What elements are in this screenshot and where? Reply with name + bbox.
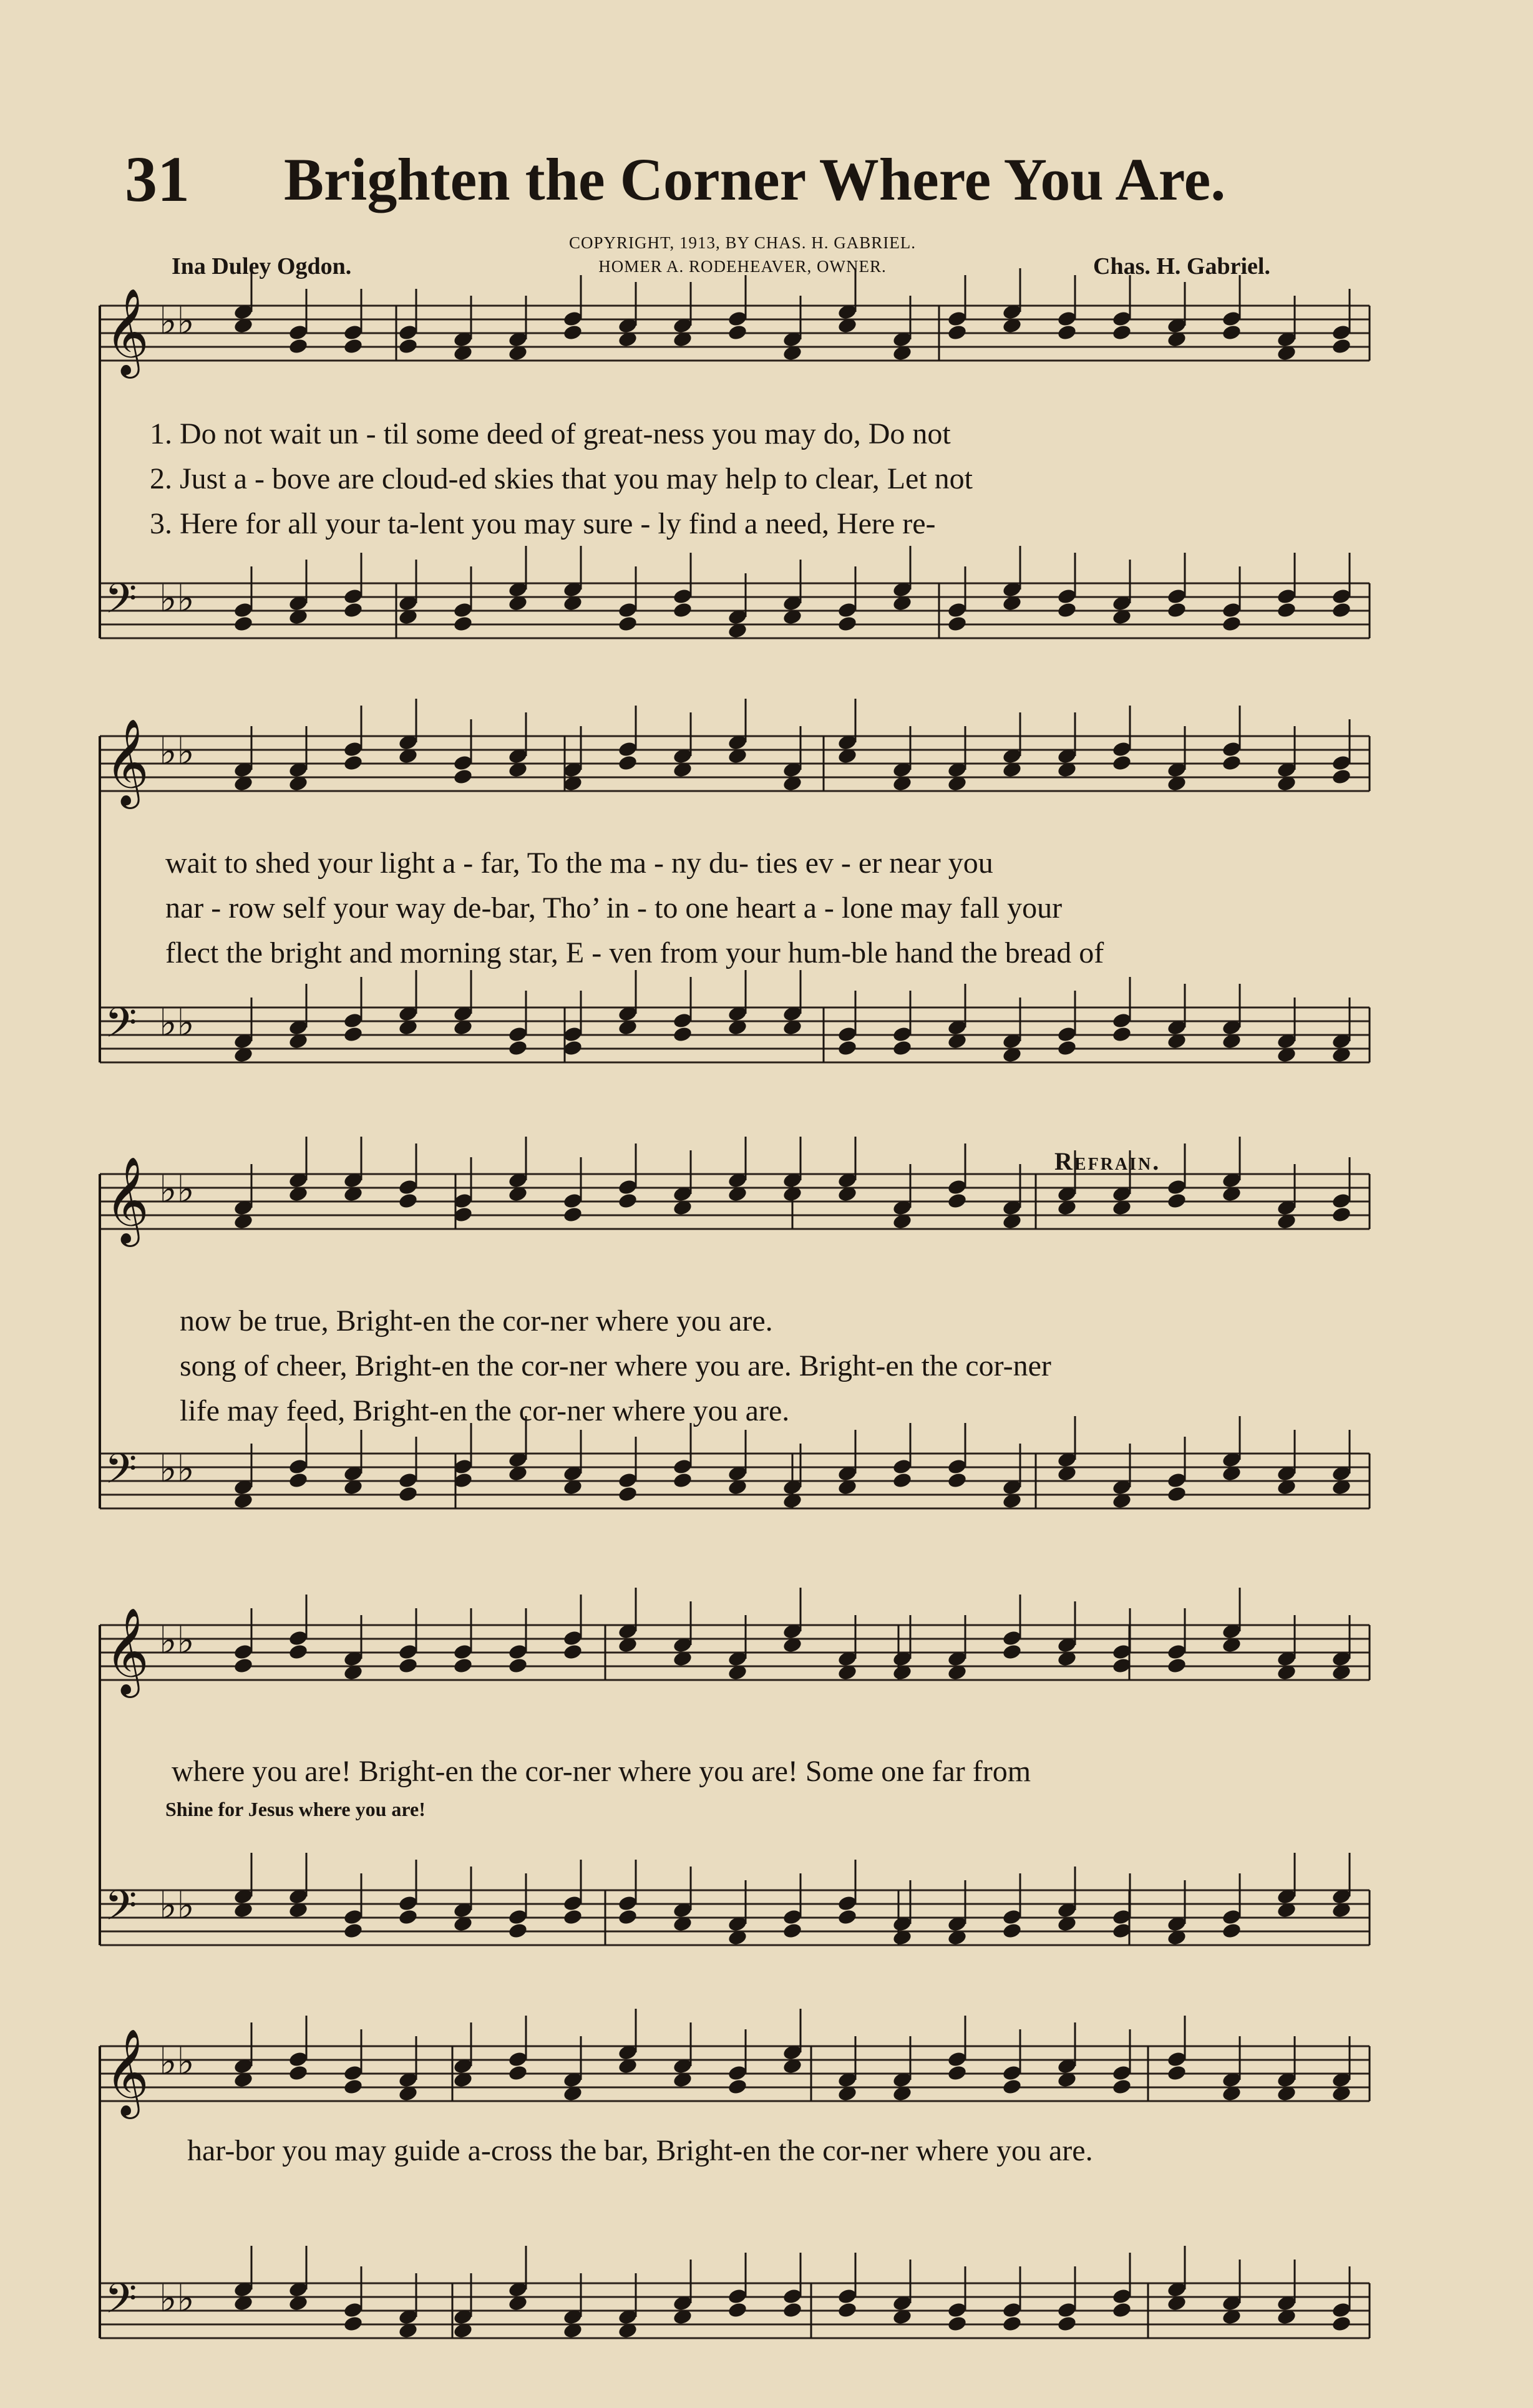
- key-signature-flat-icon: ♭♭: [159, 2040, 195, 2084]
- note-head: [507, 2064, 528, 2082]
- note-head: [782, 2301, 802, 2319]
- key-signature-flat-icon: ♭♭: [159, 1168, 195, 1211]
- note-head: [1001, 2315, 1022, 2333]
- note-head: [1166, 2064, 1187, 2082]
- note-head: [1111, 754, 1132, 772]
- note-head: [892, 1472, 912, 1489]
- copyright-line-1: COPYRIGHT, 1913, BY CHAS. H. GABRIEL.: [568, 233, 917, 252]
- note-head: [672, 1472, 693, 1489]
- note-head: [1221, 1922, 1242, 1940]
- note-head: [1331, 601, 1351, 619]
- music-system-5: [0, 2029, 1533, 2408]
- key-signature-flat-icon: ♭♭: [159, 577, 195, 621]
- note-head: [1001, 2078, 1022, 2095]
- staff-graphics: [100, 699, 1370, 1064]
- note-head: [1221, 615, 1242, 633]
- bass-clef-icon: 𝄢: [105, 2274, 137, 2333]
- lyric-refrain-line-2: har-bor you may guide a-cross the bar, Bright-en the cor-ner where you are.: [187, 2134, 1093, 2167]
- note-head: [1111, 2078, 1132, 2095]
- note-head: [288, 2064, 308, 2082]
- note-head: [343, 337, 363, 355]
- key-signature-flat-icon: ♭♭: [159, 730, 195, 774]
- lyric-verse-1-line-3: now be true, Bright-en the cor-ner where you are.: [180, 1304, 773, 1338]
- note-head: [452, 768, 473, 785]
- note-head: [507, 1657, 528, 1674]
- note-head: [947, 615, 967, 633]
- staff-graphics: [100, 2009, 1370, 2339]
- note-head: [1001, 1643, 1022, 1661]
- note-head: [727, 2078, 747, 2095]
- key-signature-flat-icon: ♭♭: [159, 1001, 195, 1045]
- lyric-verse-3-line-2: flect the bright and morning star, E - ven from your hum-ble hand the bread of: [165, 936, 1104, 969]
- bass-clef-icon: 𝄢: [105, 575, 137, 633]
- note-head: [617, 1908, 638, 1926]
- note-head: [947, 2315, 967, 2333]
- note-head: [782, 1922, 802, 1940]
- note-head: [1166, 1657, 1187, 1674]
- key-signature-flat-icon: ♭♭: [159, 299, 195, 343]
- treble-clef-icon: 𝄞: [105, 2029, 149, 2115]
- lyric-verse-2-line-1: 2. Just a - bove are cloud-ed skies that you may help to clear, Let not: [150, 462, 973, 495]
- note-head: [1331, 2315, 1351, 2333]
- note-head: [1056, 601, 1077, 619]
- note-head: [562, 1908, 583, 1926]
- lyric-refrain-line-1: where you are! Bright-en the cor-ner where you are! Some one far from: [172, 1755, 1031, 1788]
- note-head: [837, 615, 857, 633]
- note-head: [288, 1643, 308, 1661]
- note-head: [617, 1192, 638, 1210]
- note-head: [947, 1472, 967, 1489]
- note-head: [1331, 337, 1351, 355]
- note-head: [343, 2315, 363, 2333]
- note-head: [947, 1192, 967, 1210]
- lyric-verse-3-line-1: 3. Here for all your ta-lent you may sure - ly find a need, Here re-: [150, 507, 936, 540]
- note-head: [1221, 324, 1242, 341]
- lyric-verse-1-line-2: wait to shed your light a - far, To the ma - ny du- ties ev - er near you: [165, 847, 993, 880]
- key-signature-flat-icon: ♭♭: [159, 1884, 195, 1928]
- note-head: [397, 1192, 418, 1210]
- key-signature-flat-icon: ♭♭: [159, 1447, 195, 1491]
- note-head: [672, 601, 693, 619]
- note-head: [1166, 601, 1187, 619]
- copyright-line-2: HOMER A. RODEHEAVER, OWNER.: [598, 257, 887, 276]
- note-head: [617, 754, 638, 772]
- note-head: [1331, 1206, 1351, 1223]
- treble-clef-icon: 𝄞: [105, 1608, 149, 1694]
- key-signature-flat-icon: ♭♭: [159, 1619, 195, 1663]
- note-head: [1001, 1922, 1022, 1940]
- note-head: [617, 615, 638, 633]
- bass-clef-icon: 𝄢: [105, 1881, 137, 1940]
- note-head: [562, 1206, 583, 1223]
- treble-clef-icon: 𝄞: [105, 719, 149, 805]
- note-head: [397, 337, 418, 355]
- note-head: [1221, 754, 1242, 772]
- note-head: [343, 1922, 363, 1940]
- note-head: [1056, 324, 1077, 341]
- note-head: [507, 1039, 528, 1057]
- note-head: [343, 601, 363, 619]
- note-head: [452, 615, 473, 633]
- note-head: [1056, 2315, 1077, 2333]
- note-head: [562, 1643, 583, 1661]
- note-head: [1056, 1039, 1077, 1057]
- lyric-verse-3-line-3: life may feed, Bright-en the cor-ner where you are.: [180, 1394, 790, 1427]
- note-head: [1111, 1026, 1132, 1043]
- note-head: [837, 1908, 857, 1926]
- note-head: [727, 2301, 747, 2319]
- lyricist-credit: Ina Duley Ogdon.: [172, 253, 352, 279]
- note-head: [947, 324, 967, 341]
- note-head: [947, 2064, 967, 2082]
- note-head: [1166, 1485, 1187, 1503]
- note-head: [562, 324, 583, 341]
- copyright-notice: [530, 231, 955, 278]
- lyric-verse-1-line-1: 1. Do not wait un - til some deed of great-ness you may do, Do not: [150, 417, 951, 450]
- treble-clef-icon: 𝄞: [105, 288, 149, 375]
- staff-graphics: [100, 268, 1370, 639]
- note-head: [397, 1908, 418, 1926]
- bass-cue-text: Shine for Jesus where you are!: [165, 1798, 426, 1820]
- note-head: [233, 615, 253, 633]
- note-head: [507, 1922, 528, 1940]
- note-head: [343, 1026, 363, 1043]
- note-head: [288, 1472, 308, 1489]
- note-head: [1276, 601, 1297, 619]
- refrain-label: Refrain.: [1054, 1147, 1161, 1175]
- bass-clef-icon: 𝄢: [105, 999, 137, 1057]
- note-head: [288, 337, 308, 355]
- note-head: [397, 1485, 418, 1503]
- note-head: [837, 2301, 857, 2319]
- note-head: [1331, 768, 1351, 785]
- key-signature-flat-icon: ♭♭: [159, 2277, 195, 2321]
- note-head: [837, 1039, 857, 1057]
- hymn-title: Brighten the Corner Where You Are.: [284, 146, 1226, 213]
- note-head: [343, 2078, 363, 2095]
- note-head: [452, 1657, 473, 1674]
- note-head: [1166, 1192, 1187, 1210]
- note-head: [1111, 324, 1132, 341]
- note-head: [1111, 2301, 1132, 2319]
- composer-credit: Chas. H. Gabriel.: [1093, 253, 1270, 279]
- note-head: [233, 1657, 253, 1674]
- note-head: [892, 1039, 912, 1057]
- bass-clef-icon: 𝄢: [105, 1445, 137, 1503]
- lyric-verse-2-line-3: song of cheer, Bright-en the cor-ner where you are. Bright-en the cor-ner: [180, 1349, 1051, 1382]
- note-head: [397, 1657, 418, 1674]
- note-head: [343, 754, 363, 772]
- treble-clef-icon: 𝄞: [105, 1157, 149, 1243]
- note-head: [617, 1485, 638, 1503]
- lyric-verse-2-line-2: nar - row self your way de-bar, Tho’ in - to one heart a - lone may fall your: [165, 891, 1063, 925]
- note-head: [727, 324, 747, 341]
- hymn-number: 31: [125, 143, 190, 215]
- note-head: [672, 1026, 693, 1043]
